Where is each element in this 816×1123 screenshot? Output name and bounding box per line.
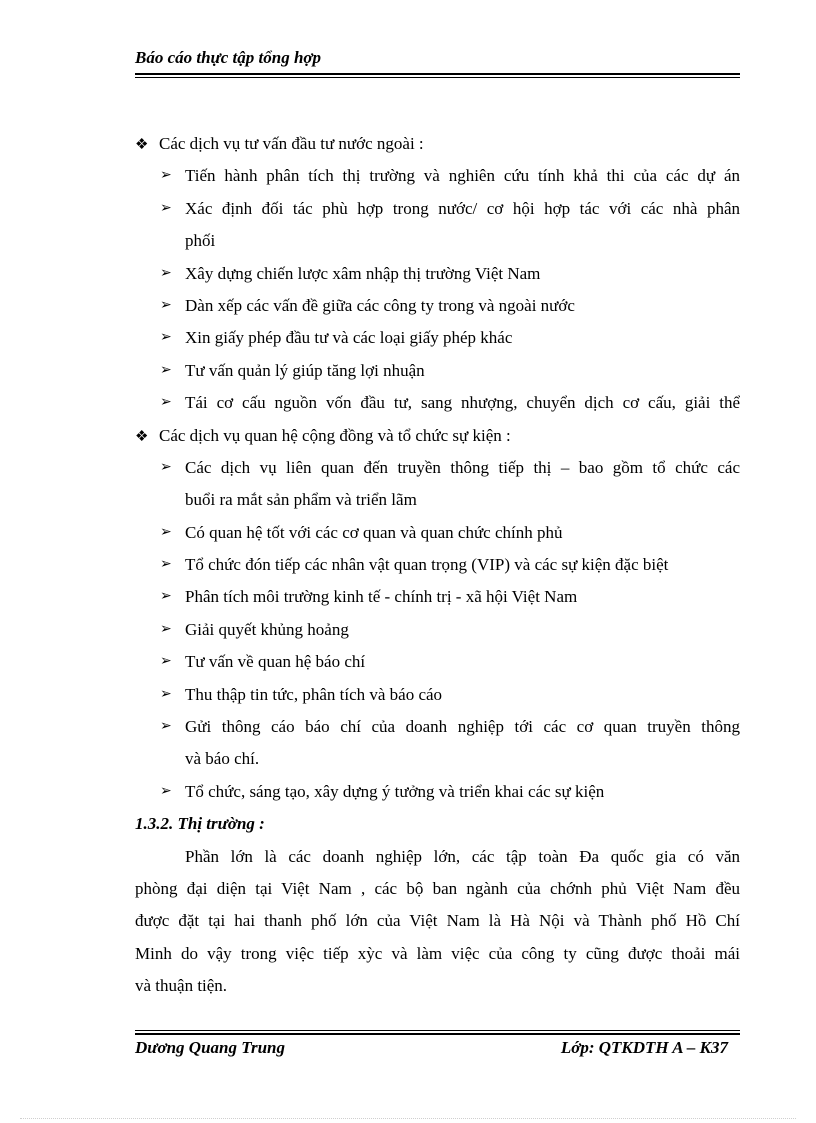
arrowhead-bullet-icon: ➢	[160, 783, 172, 799]
arrowhead-bullet-icon: ➢	[160, 362, 172, 378]
footer-rule-thin	[135, 1030, 740, 1031]
list-item-continuation: và báo chí.	[185, 749, 260, 769]
page-edge-divider	[20, 1118, 796, 1119]
section-heading-market: 1.3.2. Thị trường :	[135, 814, 265, 834]
list-item-text: Phân tích môi trường kinh tế - chính trị - xã hội Việt Nam	[185, 587, 578, 607]
section-foreign-investment	[135, 128, 740, 160]
arrowhead-bullet-icon: ➢	[160, 265, 172, 281]
list-item	[135, 679, 740, 711]
list-item-text: Tiến hành phân tích thị trường và nghiên cứu tính khả thi của các dự án	[185, 166, 740, 186]
footer-author: Dương Quang Trung	[135, 1038, 286, 1057]
list-item	[135, 258, 740, 290]
list-item	[135, 452, 740, 484]
arrowhead-bullet-icon: ➢	[160, 168, 172, 184]
arrowhead-bullet-icon: ➢	[160, 686, 172, 702]
paragraph-line: và thuận tiện.	[135, 976, 228, 996]
arrowhead-bullet-icon: ➢	[160, 589, 172, 605]
paragraph-line: được đặt tại hai thanh phố lớn của Việt Nam là Hà Nội và Thành phố Hồ Chí	[135, 911, 740, 931]
footer-class-label: Lớp: QTKDTH A – K37	[560, 1038, 728, 1057]
paragraph-line: Minh do vậy trong việc tiếp xỳc và làm việc của công ty cũng được thoải mái	[135, 943, 740, 963]
list-item-text: Có quan hệ tốt với các cơ quan và quan chức chính phủ	[185, 522, 563, 542]
arrowhead-bullet-icon: ➢	[160, 459, 172, 475]
list-item-text: Giải quyết khủng hoảng	[185, 619, 349, 639]
list-item	[135, 387, 740, 419]
list-item	[135, 549, 740, 581]
list-item-text: Xin giấy phép đầu tư và các loại giấy phép khác	[185, 328, 513, 348]
list-item	[135, 517, 740, 549]
arrowhead-bullet-icon: ➢	[160, 200, 172, 216]
arrowhead-bullet-icon: ➢	[160, 297, 172, 313]
list-item	[135, 581, 740, 613]
list-item-text: Tổ chức, sáng tạo, xây dựng ý tưởng và triển khai các sự kiện	[185, 781, 605, 801]
list-item-text: Các dịch vụ liên quan đến truyền thông tiếp thị – bao gồm tổ chức các	[185, 457, 740, 477]
paragraph-line: phòng đại diện tại Việt Nam , các bộ ban ngành của chớnh phủ Việt Nam đều	[135, 878, 740, 898]
arrowhead-bullet-icon: ➢	[160, 330, 172, 346]
list-item-text: Tư vấn quản lý giúp tăng lợi nhuận	[185, 360, 425, 380]
list-item-text: Thu thập tin tức, phân tích và báo cáo	[185, 684, 443, 704]
list-item	[135, 711, 740, 743]
list-item-text: Tổ chức đón tiếp các nhân vật quan trọng (VIP) và các sự kiện đặc biệt	[185, 555, 669, 575]
list-item-text: Tư vấn về quan hệ báo chí	[185, 652, 366, 672]
list-item-text: Dàn xếp các vấn đề giữa các công ty trong và ngoài nước	[185, 295, 575, 315]
list-item	[135, 614, 740, 646]
section-title: Các dịch vụ quan hệ cộng đồng và tổ chức sự kiện :	[159, 425, 511, 445]
arrowhead-bullet-icon: ➢	[160, 524, 172, 540]
list-item	[135, 290, 740, 322]
document-body	[135, 128, 740, 1003]
list-item-continuation: buổi ra mắt sản phẩm và triển lãm	[185, 490, 417, 510]
arrowhead-bullet-icon: ➢	[160, 654, 172, 670]
list-item-text: Tái cơ cấu nguồn vốn đầu tư, sang nhượng, chuyển dịch cơ cấu, giải thể	[185, 393, 740, 413]
footer-rule	[135, 1033, 740, 1035]
section-public-relations	[135, 420, 740, 452]
diamond-bullet-icon: ❖	[135, 137, 149, 153]
diamond-bullet-icon: ❖	[135, 428, 149, 445]
list-item-text: Xây dựng chiến lược xâm nhập thị trường Việt Nam	[185, 263, 541, 283]
arrowhead-bullet-icon: ➢	[160, 395, 172, 411]
list-item	[135, 646, 740, 678]
arrowhead-bullet-icon: ➢	[160, 557, 172, 573]
list-item	[135, 160, 740, 192]
page-header-title: Báo cáo thực tập tổng hợp	[135, 48, 322, 67]
header-rule-thin	[135, 77, 740, 78]
list-item-continuation: phối	[185, 231, 216, 251]
header-rule	[135, 73, 740, 75]
list-item-text: Xác định đối tác phù hợp trong nước/ cơ hội hợp tác với các nhà phân	[185, 198, 740, 218]
list-item-text: Gửi thông cáo báo chí của doanh nghiệp tới các cơ quan truyền thông	[185, 717, 740, 737]
list-item	[135, 776, 740, 808]
list-item	[135, 322, 740, 354]
paragraph-line: Phần lớn là các doanh nghiệp lớn, các tập toàn Đa quốc gia có văn	[185, 846, 740, 866]
list-item	[135, 355, 740, 387]
list-item	[135, 193, 740, 225]
section-title: Các dịch vụ tư vấn đầu tư nước ngoài :	[159, 134, 424, 153]
arrowhead-bullet-icon: ➢	[160, 621, 172, 637]
arrowhead-bullet-icon: ➢	[160, 719, 172, 735]
